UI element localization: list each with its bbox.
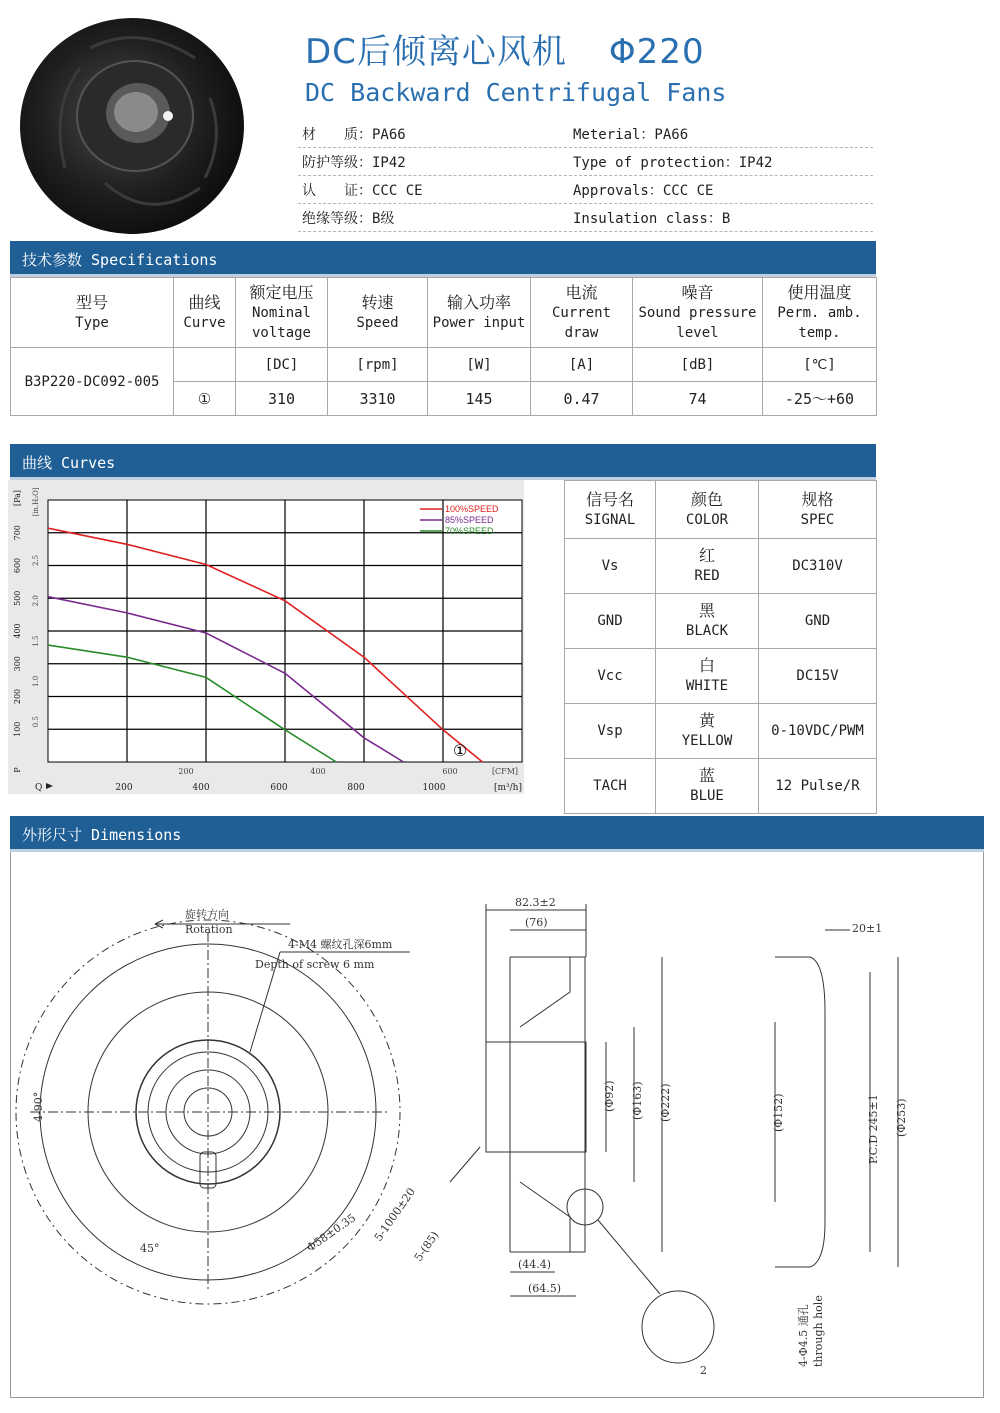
dia-222: (Φ222) xyxy=(659,1083,672,1122)
header-current: 电流 Current draw xyxy=(531,278,633,348)
x-tick-m3h: 600 xyxy=(270,783,288,793)
legend-label-2: 70%SPEED xyxy=(445,526,494,536)
impeller-profile xyxy=(510,957,570,1252)
signal-color: 黑 BLACK xyxy=(656,594,759,649)
property-en: Approvals：CCC CE xyxy=(573,182,714,199)
property-cn: 认 证：CCC CE xyxy=(302,182,423,199)
angle-90: 4-90° xyxy=(32,1091,45,1122)
signal-color: 红 RED xyxy=(656,539,759,594)
width-76: (76) xyxy=(525,916,548,929)
y-unit-pa: [Pa] xyxy=(13,489,22,507)
screw-cn: 4-M4 螺纹孔深6mm xyxy=(288,938,393,951)
header-sound: 噪音 Sound pressure level xyxy=(633,278,763,348)
y-tick-pa: 500 xyxy=(13,590,22,606)
flange-20: 20±1 xyxy=(852,922,883,935)
dimensions-band: 外形尺寸 Dimensions xyxy=(10,816,984,852)
header-voltage: 额定电压 Nominal voltage xyxy=(236,278,328,348)
signal-row xyxy=(565,594,877,649)
y-tick-inh2o: 0.5 xyxy=(32,716,40,728)
cable-85: 5-(85) xyxy=(411,1228,442,1264)
y-tick-pa: 100 xyxy=(13,721,22,737)
value-speed: 3310 xyxy=(328,382,428,416)
signal-table xyxy=(564,480,877,814)
property-en: Type of protection：IP42 xyxy=(573,154,773,171)
property-cn: 绝缘等级：B级 xyxy=(302,210,395,227)
signal-name: TACH xyxy=(565,759,656,814)
y-tick-pa: 400 xyxy=(13,623,22,639)
signal-color: 蓝 BLUE xyxy=(656,759,759,814)
detail-2: 2 xyxy=(700,1364,707,1377)
cable-length: 5-1000±20 xyxy=(371,1185,418,1244)
hole-cn: 4-Φ4.5 通孔 xyxy=(797,1304,810,1367)
value-voltage: 310 xyxy=(236,382,328,416)
dia-163: (Φ163) xyxy=(631,1081,644,1120)
y-tick-inh2o: 1.0 xyxy=(32,675,40,687)
value-power: 145 xyxy=(428,382,531,416)
signal-spec: 12 Pulse/R xyxy=(759,759,877,814)
signal-row xyxy=(565,649,877,704)
specifications-band: 技术参数 Specifications xyxy=(10,241,876,277)
dimension-drawing xyxy=(10,852,984,1398)
y-tick-pa: 700 xyxy=(13,525,22,541)
signal-row xyxy=(565,539,877,594)
x-tick-cfm: 600 xyxy=(442,767,458,776)
pcd-245: P.C.D 245±1 xyxy=(867,1094,880,1164)
x-tick-m3h: 1000 xyxy=(422,783,446,793)
signal-name: Vcc xyxy=(565,649,656,704)
unit-voltage: [DC] xyxy=(236,348,328,382)
motor-body xyxy=(486,1042,586,1152)
product-title-en: DC Backward Centrifugal Fans xyxy=(305,78,727,107)
y-tick-inh2o: 2.5 xyxy=(32,554,40,567)
dia-92: (Φ92) xyxy=(603,1080,616,1112)
header-temp: 使用温度 Perm. amb. temp. xyxy=(763,278,877,348)
value-temp: -25～+60 xyxy=(763,382,877,416)
header-spec: 规格 SPEC xyxy=(759,481,877,539)
signal-color: 黄 YELLOW xyxy=(656,704,759,759)
value-curve: ① xyxy=(174,382,236,416)
y-tick-pa: 200 xyxy=(13,688,22,705)
unit-power: [W] xyxy=(428,348,531,382)
x-tick-m3h: 400 xyxy=(192,783,210,793)
fan-product-image xyxy=(10,8,250,238)
value-current: 0.47 xyxy=(531,382,633,416)
unit-blank xyxy=(174,348,236,382)
dia-58: Φ58±0.35 xyxy=(304,1211,359,1255)
x-tick-cfm: 400 xyxy=(310,767,326,776)
property-cn: 材 质：PA66 xyxy=(302,126,406,143)
x-tick-m3h: 200 xyxy=(115,783,133,793)
property-en: Insulation class：B xyxy=(573,210,731,227)
property-row xyxy=(298,148,873,176)
x-unit-cfm: [CFM] xyxy=(491,767,519,776)
signal-spec: GND xyxy=(759,594,877,649)
signal-spec: DC15V xyxy=(759,649,877,704)
legend-label-1: 85%SPEED xyxy=(445,515,494,525)
signal-spec: 0-10VDC/PWM xyxy=(759,704,877,759)
angle-45: 45° xyxy=(140,1242,160,1255)
property-row xyxy=(298,120,873,148)
signal-name: GND xyxy=(565,594,656,649)
len-444: (44.4) xyxy=(518,1258,552,1271)
signal-spec: DC310V xyxy=(759,539,877,594)
performance-curve-chart xyxy=(8,480,524,794)
x-axis-arrow xyxy=(46,783,53,789)
property-cn: 防护等级：IP42 xyxy=(302,154,406,171)
y-unit-inh2o: [in.H₂O] xyxy=(32,487,40,517)
x-axis-label: Q xyxy=(35,783,43,793)
y-axis-label: P xyxy=(13,767,22,773)
curves-band: 曲线 Curves xyxy=(10,444,876,480)
material-properties xyxy=(298,120,873,232)
width-823: 82.3±2 xyxy=(515,896,556,909)
dia-152: (Φ152) xyxy=(772,1093,785,1132)
signal-name: Vsp xyxy=(565,704,656,759)
len-645: (64.5) xyxy=(528,1282,562,1295)
rotation-cn: 旋转方向 xyxy=(185,908,229,921)
model-cell: B3P220-DC092-005 xyxy=(11,348,174,416)
unit-speed: [rpm] xyxy=(328,348,428,382)
hole-en: through hole xyxy=(812,1295,825,1367)
y-tick-pa: 300 xyxy=(13,656,22,672)
cable-line xyxy=(450,1147,480,1182)
screw-en: Depth of screw 6 mm xyxy=(255,958,375,971)
signal-color: 白 WHITE xyxy=(656,649,759,704)
rotation-en: Rotation xyxy=(185,923,233,936)
signal-row xyxy=(565,704,877,759)
curve-svg xyxy=(8,480,524,794)
curve-annotation: ① xyxy=(452,741,468,760)
header-curve: 曲线 Curve xyxy=(174,278,236,348)
specifications-table xyxy=(10,277,877,416)
header-type: 型号 Type xyxy=(11,278,174,348)
detail-view xyxy=(642,1291,714,1363)
y-tick-inh2o: 2.0 xyxy=(32,595,40,607)
property-en: Meterial：PA66 xyxy=(573,126,689,143)
y-tick-pa: 600 xyxy=(13,557,22,574)
property-row xyxy=(298,176,873,204)
x-tick-m3h: 800 xyxy=(347,783,365,793)
header-signal: 信号名 SIGNAL xyxy=(565,481,656,539)
x-unit-m3h: [m³/h] xyxy=(494,783,522,793)
unit-sound: [dB] xyxy=(633,348,763,382)
x-tick-cfm: 200 xyxy=(178,767,194,776)
header-speed: 转速 Speed xyxy=(328,278,428,348)
value-sound: 74 xyxy=(633,382,763,416)
title-cn-text: DC后倾离心风机 xyxy=(305,32,567,72)
legend-label-0: 100%SPEED xyxy=(445,504,499,514)
signal-row xyxy=(565,759,877,814)
unit-current: [A] xyxy=(531,348,633,382)
header-color: 颜色 COLOR xyxy=(656,481,759,539)
unit-temp: [℃] xyxy=(763,348,877,382)
y-tick-inh2o: 1.5 xyxy=(32,635,40,647)
product-title-cn xyxy=(305,24,705,73)
signal-name: Vs xyxy=(565,539,656,594)
dia-253: (Φ253) xyxy=(895,1098,908,1137)
title-size: Φ220 xyxy=(608,32,705,72)
property-row xyxy=(298,204,873,232)
header-power: 输入功率 Power input xyxy=(428,278,531,348)
